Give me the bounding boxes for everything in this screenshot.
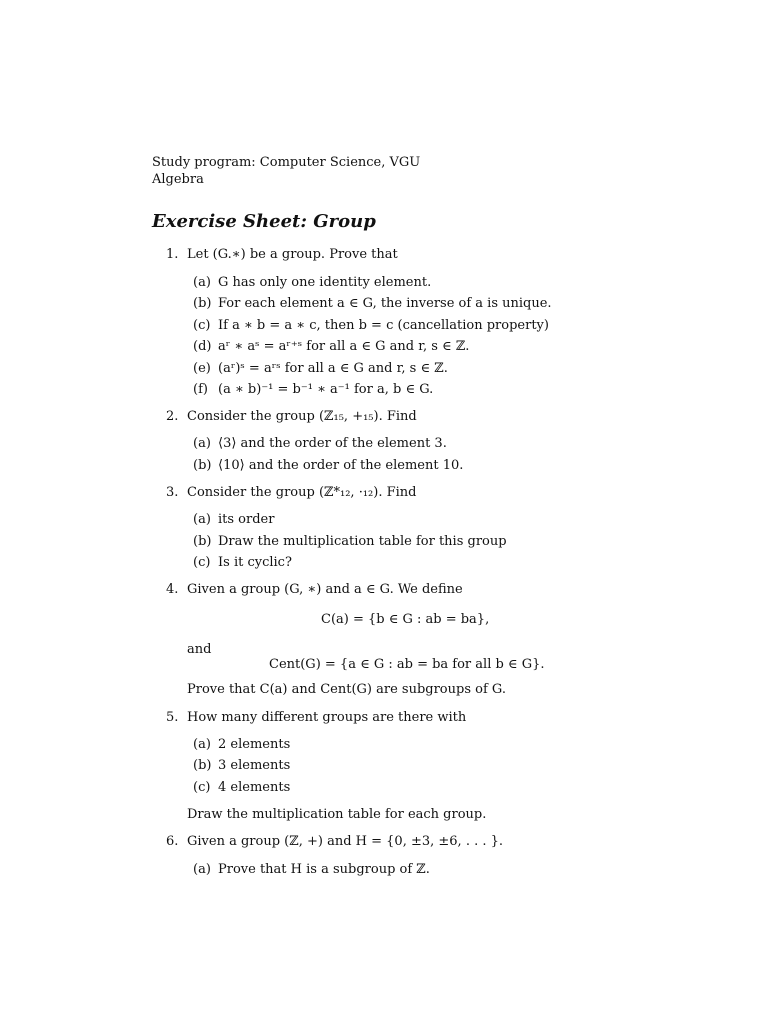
sub-item-text: For each element a ∈ G, the inverse of a is unique.: [218, 296, 552, 311]
exercise-text: Let (G.∗) be a group. Prove that: [187, 247, 398, 262]
sub-item-label: (f): [193, 382, 208, 397]
exercise-number: 3.: [166, 485, 179, 500]
sub-item-text: Prove that H is a subgroup of ℤ.: [218, 862, 430, 877]
sub-item-text: (a ∗ b)⁻¹ = b⁻¹ ∗ a⁻¹ for a, b ∈ G.: [218, 382, 434, 397]
sub-item-text: 2 elements: [218, 737, 291, 752]
sub-item-text: Draw the multiplication table for this group: [218, 534, 507, 549]
sub-item-label: (a): [193, 862, 211, 877]
sub-item-text: its order: [218, 512, 275, 527]
exercise-text: Given a group (ℤ, +) and H = {0, ±3, ±6, . . . }.: [187, 834, 504, 849]
sub-item-label: (b): [193, 758, 212, 773]
sub-item-label: (a): [193, 275, 211, 290]
sub-item-text: 4 elements: [218, 780, 291, 795]
sub-item-label: (d): [193, 339, 212, 354]
exercise-number: 6.: [166, 834, 179, 849]
sub-item-text: If a ∗ b = a ∗ c, then b = c (cancellation property): [218, 318, 549, 333]
sub-item-text: 3 elements: [218, 758, 291, 773]
exercise-number: 5.: [166, 710, 179, 725]
sub-item-text: aʳ ∗ aˢ = aʳ⁺ˢ for all a ∈ G and r, s ∈ ℤ.: [218, 339, 470, 354]
study-program-line: Study program: Computer Science, VGU: [152, 155, 421, 170]
exercise-conclusion: Prove that C(a) and Cent(G) are subgroups of G.: [187, 682, 506, 697]
sub-item-label: (a): [193, 436, 211, 451]
sub-item-label: (b): [193, 296, 212, 311]
sub-item-label: (b): [193, 458, 212, 473]
exercise-number: 1.: [166, 247, 179, 262]
course-line: Algebra: [152, 172, 204, 187]
exercise-text: Given a group (G, ∗) and a ∈ G. We define: [187, 582, 463, 597]
sub-item-label: (a): [193, 737, 211, 752]
sub-item-text: ⟨10⟩ and the order of the element 10.: [218, 458, 464, 473]
exercise-number: 4.: [166, 582, 179, 597]
center-formula: Cent(G) = {a ∈ G : ab = ba for all b ∈ G}.: [269, 657, 545, 672]
sub-item-label: (b): [193, 534, 212, 549]
exercise-text: Consider the group (ℤ₁₅, +₁₅). Find: [187, 409, 417, 424]
exercise-number: 2.: [166, 409, 179, 424]
sub-item-label: (c): [193, 318, 211, 333]
sub-item-label: (c): [193, 555, 211, 570]
sub-item-label: (e): [193, 361, 211, 376]
sub-item-text: Is it cyclic?: [218, 555, 292, 570]
exercise-text: How many different groups are there with: [187, 710, 467, 725]
sub-item-text: ⟨3⟩ and the order of the element 3.: [218, 436, 447, 451]
sub-item-text: (aʳ)ˢ = aʳˢ for all a ∈ G and r, s ∈ ℤ.: [218, 361, 448, 376]
page-title: Exercise Sheet: Group: [152, 211, 376, 232]
and-connector: and: [187, 642, 212, 657]
sub-item-label: (a): [193, 512, 211, 527]
exercise-text: Consider the group (ℤ*₁₂, ·₁₂). Find: [187, 485, 417, 500]
centralizer-formula: C(a) = {b ∈ G : ab = ba},: [321, 612, 490, 627]
sub-item-label: (c): [193, 780, 211, 795]
exercise-followup: Draw the multiplication table for each group.: [187, 807, 487, 822]
sub-item-text: G has only one identity element.: [218, 275, 432, 290]
